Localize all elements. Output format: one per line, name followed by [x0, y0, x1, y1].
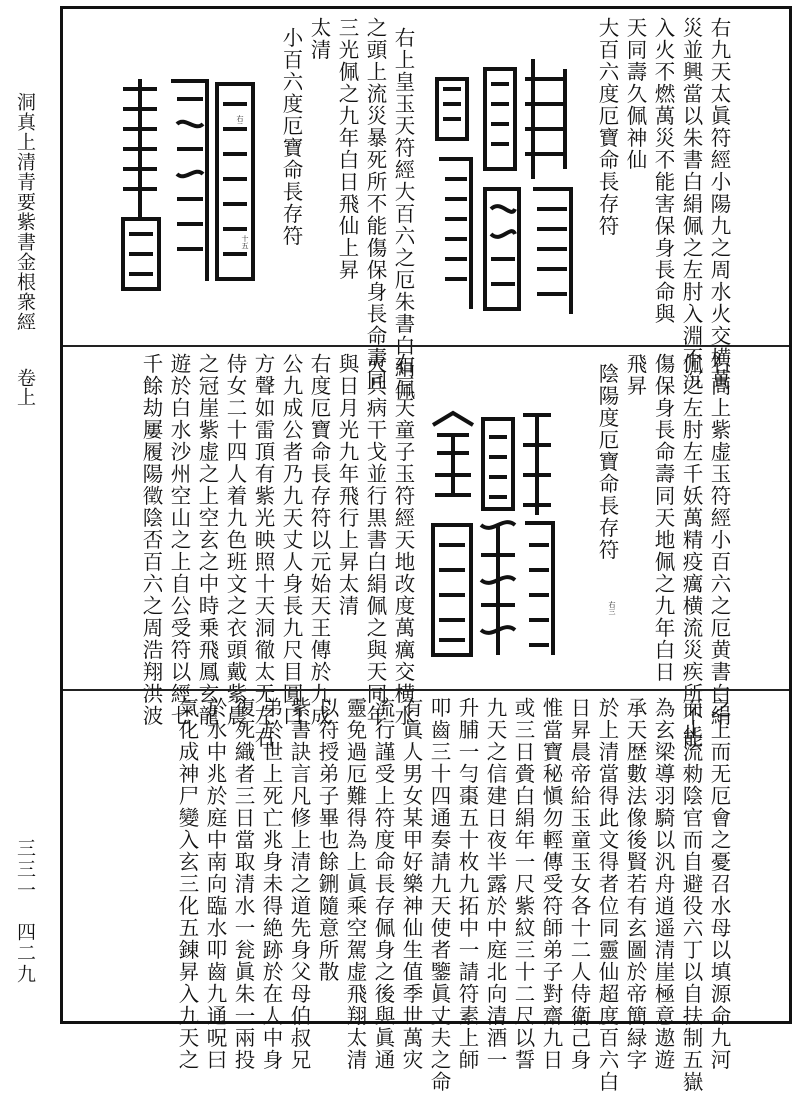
talisman-seal	[425, 49, 583, 319]
text-column: 弟於世上死亡兆身未得絶跡於在人中身	[259, 697, 283, 1071]
text-column: 流行謹受上符度命長存佩身之後與眞通	[371, 697, 395, 1071]
text-column: 惟當寶秘愼勿輕傳受符師弟子對齋九日	[539, 697, 563, 1071]
text-column: 氣化成神尸變入玄三化五錬昇入九天之	[175, 697, 199, 1071]
text-column: 飛昇	[623, 353, 647, 397]
text-column: 右高上紫虚玉符經小百六之厄黄書白絹	[707, 353, 731, 727]
text-column: 升脯一勻棗五十枚九拓中一請符素上師	[455, 697, 479, 1071]
leaf-mark: 十五	[241, 235, 249, 249]
text-column: 於水中兆於庭中南向臨水叩齒九通呪曰	[203, 697, 227, 1071]
text-column: 侍女二十四人着九色班文之衣頭戴紫晨	[223, 353, 247, 727]
text-column: 陰陽度厄寶命長存符	[595, 363, 619, 561]
text-column: 以符授弟子畢也餘鉶隨意所散	[315, 697, 339, 983]
text-column: 為玄梁導羽騎以汎舟逍遥清崖極意遨遊	[651, 697, 675, 1071]
talisman-seal	[423, 405, 559, 667]
text-column: 承天歴數法像後賢若有玄圖於帝簡緑字	[623, 697, 647, 1071]
page-frame	[60, 6, 792, 1093]
text-column: 三光佩之九年白日飛仙上昇	[335, 17, 359, 281]
text-column: 右上皇玉天符經大百六之厄朱書白絹佩	[391, 27, 415, 401]
text-column: 遊於白水沙州空山之上自公受符以經七	[167, 353, 191, 727]
text-column: 之頭上流災暴死所不能傷保身長命壽同	[363, 17, 387, 391]
text-column: 天同壽久佩神仙	[623, 17, 647, 171]
text-column: 右九天太眞符經小陽九之周水火交横萬	[707, 17, 731, 391]
leaf-mark: 右三	[608, 601, 616, 615]
text-column: 小百六度厄寶命長存符	[279, 27, 303, 247]
text-column: 方聲如雷頂有紫光映照十天洞徹太无左右	[251, 353, 275, 749]
book-title: 洞真上清青要紫書金根衆經	[14, 92, 36, 332]
text-column: 靈免過厄難得為上眞乘空駕虚飛翔太清	[343, 697, 367, 1071]
text-column: 千餘劫屢履陽徵陰否百六之周浩翔洪波	[139, 353, 163, 727]
text-column: 日昇晨帝給玉童玉女各十二人侍衛己身	[567, 697, 591, 1071]
text-column: 太清	[307, 17, 331, 61]
text-column: 叩齒三十四通奏請九天使者鑒眞丈夫之命	[427, 697, 451, 1093]
text-column: 公九成公者乃九天丈人身長九尺目圓口	[279, 353, 303, 727]
text-column: 入火不燃萬災不能害保身長命與	[651, 17, 675, 325]
text-column: 火兵病干戈並行黒書白絹佩之與天同年	[363, 353, 387, 727]
text-column: 九天之信建日夜半露於中庭北向清酒一	[483, 697, 507, 1071]
page-number: 三三一 四二九	[14, 838, 36, 985]
text-column: 與日月光九年飛行上昇太清	[335, 353, 359, 617]
text-column: 復死織者三日當取清水一瓮眞朱一兩投	[231, 697, 255, 1071]
leaf-mark: 右二	[236, 115, 244, 129]
text-column: 之上而无厄會之憂召水母以填源命九河	[707, 697, 731, 1071]
text-column: 或三日賫白絹年一尺紫紋三十二尺以誓	[511, 697, 535, 1071]
text-column: 有眞人男女某甲好樂神仙生值季世萬灾	[399, 697, 423, 1071]
text-column: 佩之左肘左千妖萬精疫癘横流災疾所不能	[679, 353, 703, 749]
text-column: 傷保身長命壽同天地佩之九年白日	[651, 353, 675, 683]
text-column: 右三天童子玉符經天地改度萬癘交横水	[391, 353, 415, 727]
text-column: 之冠崖紫虚之上空玄之中時乗飛鳳玄龍	[195, 353, 219, 727]
text-column: 而止流勑陰官而自避役六丁以自扶制五嶽	[679, 697, 703, 1093]
volume-label: 卷上	[14, 368, 36, 406]
text-column: 於上清當得此文得者位同靈仙超度百六白	[595, 697, 619, 1093]
text-column: 災並興當以朱書白絹佩之左肘入淵不沉	[679, 17, 703, 391]
panel-lower	[63, 689, 789, 1093]
talisman-seal	[113, 69, 263, 299]
panel-middle	[63, 345, 789, 749]
text-column: 右度厄寶命長存符以元始天王傳於九成	[307, 353, 331, 727]
text-column: 大百六度厄寶命長存符	[595, 17, 619, 237]
text-column: 紫書訣言凡修上清之道先身父母伯叔兄	[287, 697, 311, 1071]
